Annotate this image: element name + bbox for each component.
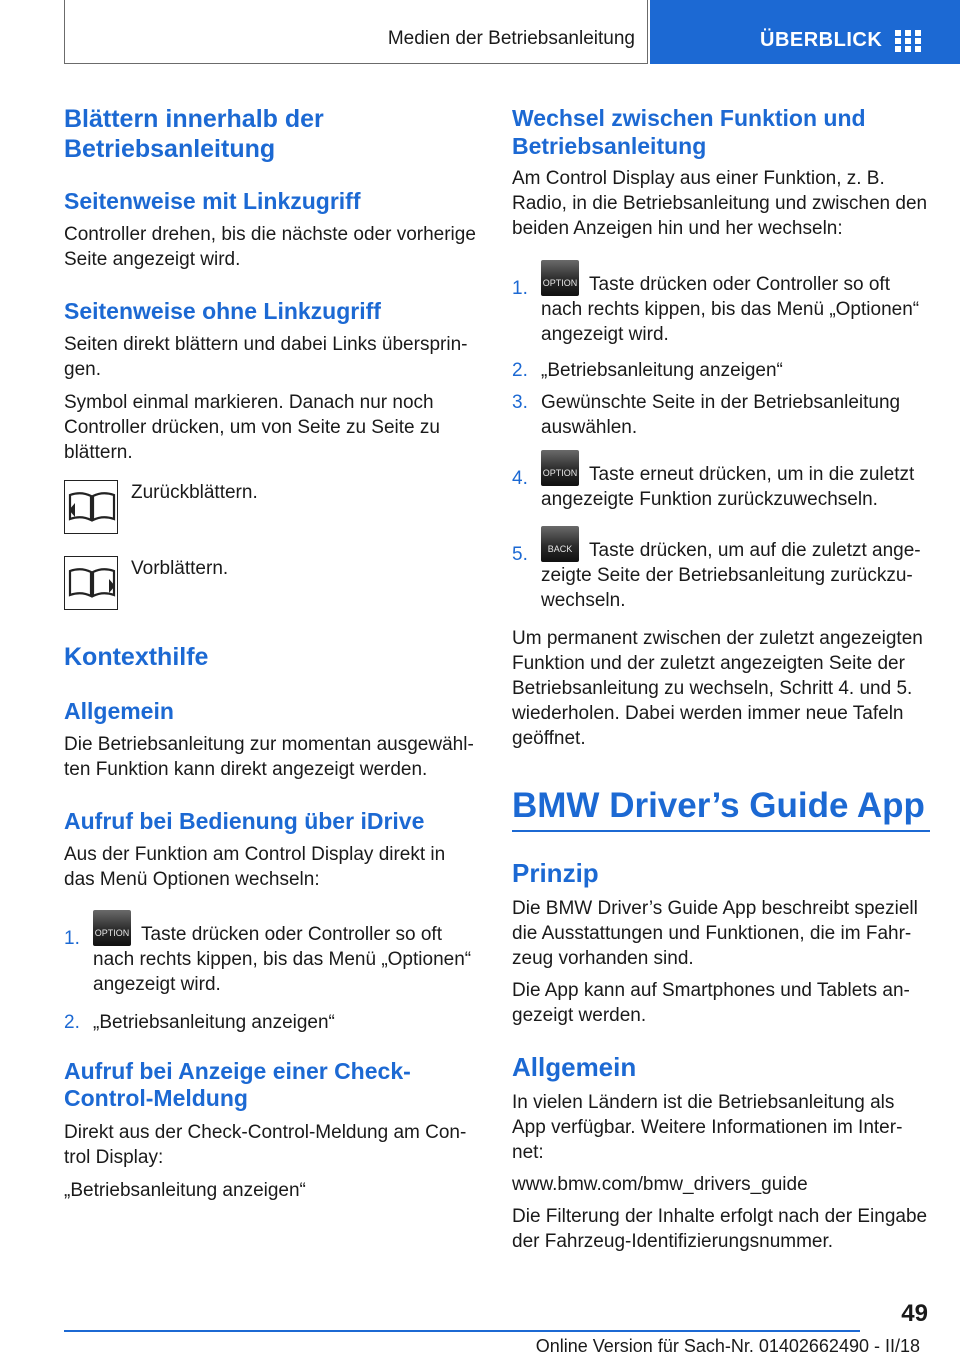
list-item xyxy=(512,450,930,510)
list-text: Taste erneut drücken, um in die zuletzt angezeigte Funktion zurückzuwechseln. xyxy=(541,464,915,510)
list-text: Taste drücken oder Controller so oft nach rechts kippen, bis das Menü „Optionen“ angezeigt wird. xyxy=(541,274,920,345)
list-number: 1. xyxy=(64,928,80,949)
paragraph: Am Control Display aus einer Funktion, z. B. Radio, in die Betriebsanleitung und zwischen den beiden Anzeigen hin und her wechseln: xyxy=(512,168,928,239)
subsection-title-check-control: Aufruf bei Anzeige einer Check-Control-Meldung xyxy=(64,1058,411,1111)
paragraph: Controller drehen, bis die nächste oder vorherige Seite angezeigt wird. xyxy=(64,224,476,270)
list-number: 3. xyxy=(512,392,528,413)
list-item xyxy=(512,526,930,616)
back-label: Zurückblättern. xyxy=(131,482,258,503)
forward-label: Vorblättern. xyxy=(131,558,229,579)
list-item xyxy=(512,260,930,345)
option-button-label: OPTION xyxy=(94,928,130,938)
option-button-icon xyxy=(541,260,579,296)
page-back-icon xyxy=(64,480,118,534)
paragraph: Um permanent zwischen der zuletzt angezeigten Funktion und der zuletzt angezeigten Seite der Betriebsanleitung zu wechseln, Schritt 4. und 5. wiederholen. Dabei werden immer neue Tafeln geöffnet. xyxy=(512,628,923,749)
section-title-browsing: Blättern innerhalb der Betriebsanleitung xyxy=(64,105,324,163)
paragraph: Aus der Funktion am Control Display direkt in das Menü Optionen wechseln: xyxy=(64,844,446,890)
subsection-title-idrive: Aufruf bei Bedienung über iDrive xyxy=(64,808,425,834)
grid-icon xyxy=(895,30,921,52)
subsection-title-general: Allgemein xyxy=(64,698,174,724)
list-text: „Betriebsanleitung anzeigen“ xyxy=(93,1012,335,1033)
list-number: 2. xyxy=(64,1012,80,1033)
chapter-title-drivers-guide: BMW Driver’s Guide App xyxy=(512,784,930,832)
back-row xyxy=(64,480,480,538)
list-text: „Betriebsanleitung anzeigen“ xyxy=(541,360,783,381)
subsection-title-without-links: Seitenweise ohne Linkzugriff xyxy=(64,298,381,324)
option-button-icon xyxy=(93,910,131,946)
page-number: 49 xyxy=(901,1300,928,1327)
paragraph: Direkt aus der Check-Control-Meldung am Con‐trol Display: xyxy=(64,1122,467,1168)
list-number: 5. xyxy=(512,544,528,565)
list-number: 4. xyxy=(512,468,528,489)
forward-row xyxy=(64,556,480,614)
footer-divider xyxy=(64,1330,860,1332)
url-text: www.bmw.com/bmw_drivers_guide xyxy=(512,1174,808,1195)
option-button-label: OPTION xyxy=(542,468,578,478)
subsection-title-principle: Prinzip xyxy=(512,858,599,888)
page-forward-icon xyxy=(64,556,118,610)
list-text: Taste drücken oder Controller so oft nach rechts kippen, bis das Menü „Optionen“ angezeigt wird. xyxy=(93,924,472,995)
footer-text: Online Version für Sach-Nr. 01402662490 - II/18 xyxy=(535,1336,920,1356)
header-title: Medien der Betriebsanleitung xyxy=(387,28,635,49)
option-button-icon xyxy=(541,450,579,486)
overview-tab[interactable] xyxy=(650,0,960,64)
list-number: 1. xyxy=(512,278,528,299)
list-text: Gewünschte Seite in der Betriebsanleitung auswählen. xyxy=(541,392,901,438)
paragraph: Die Betriebsanleitung zur momentan ausgewähl‐ten Funktion kann direkt angezeigt werden. xyxy=(64,734,474,780)
paragraph: Die App kann auf Smartphones und Tablets an‐gezeigt werden. xyxy=(512,980,910,1026)
back-button-label: BACK xyxy=(547,544,573,554)
list-number: 2. xyxy=(512,360,528,381)
paragraph: Seiten direkt blättern und dabei Links übersprin‐gen. xyxy=(64,334,468,380)
paragraph: In vielen Ländern ist die Betriebsanleitung als App verfügbar. Weitere Informationen im Inter‐net: xyxy=(512,1092,903,1163)
subsection-title-switch: Wechsel zwischen Funktion und Betriebsanleitung xyxy=(512,105,866,159)
paragraph: Die BMW Driver’s Guide App beschreibt speziell die Ausstattungen und Funktionen, die im Fahr‐zeug vorhanden sind. xyxy=(512,898,918,969)
paragraph: Die Filterung der Inhalte erfolgt nach der Eingabe der Fahrzeug-Identifizierungsnummer. xyxy=(512,1206,928,1252)
list-item xyxy=(64,910,480,995)
option-button-label: OPTION xyxy=(542,278,578,288)
overview-tab-label: ÜBERBLICK xyxy=(760,29,883,51)
header-box xyxy=(64,0,648,64)
section-title-context-help: Kontexthilfe xyxy=(64,643,209,671)
list-text: Taste drücken, um auf die zuletzt ange‐zeigte Seite der Betriebsanleitung zurückzu‐wechseln. xyxy=(541,540,921,611)
paragraph: „Betriebsanleitung anzeigen“ xyxy=(64,1180,306,1201)
subsection-title-with-links: Seitenweise mit Linkzugriff xyxy=(64,188,361,214)
back-button-icon xyxy=(541,526,579,562)
subsection-title-general: Allgemein xyxy=(512,1052,637,1082)
paragraph: Symbol einmal markieren. Danach nur noch Controller drücken, um von Seite zu Seite zu blättern. xyxy=(64,392,440,463)
